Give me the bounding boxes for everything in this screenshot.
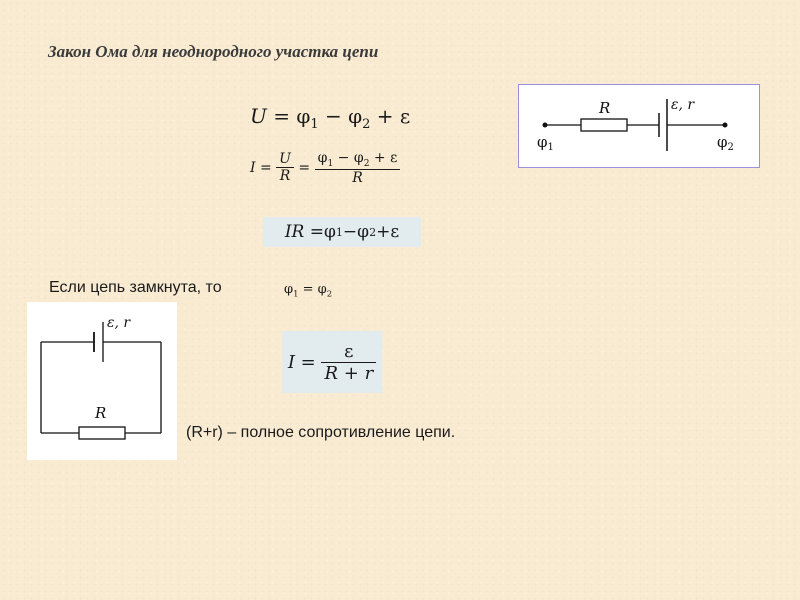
- phi2-label: $\varphi_2$: [717, 133, 734, 153]
- slide-title: Закон Ома для неоднородного участка цепи: [48, 42, 379, 61]
- open-circuit-diagram: [518, 84, 760, 168]
- equation-full-circuit-highlighted: I = $\frac{\varepsilon}{R + r}$: [282, 331, 382, 393]
- source-label: ε, r: [107, 315, 131, 331]
- closed-circuit-text: Если цепь замкнута, то: [49, 279, 222, 296]
- resistor: [581, 119, 627, 131]
- phi1-label: $\varphi_1$: [537, 133, 554, 153]
- resistor: [79, 427, 125, 439]
- open-circuit-svg: [519, 85, 759, 167]
- source-label: ε, r: [671, 97, 695, 113]
- equation-current: I = $\frac{U}{R}$ = $\frac{\varphi_1 - \varphi_2 + \varepsilon}{R}$: [250, 150, 400, 186]
- equation-voltage: $U = \varphi_1 - \varphi_2 + \varepsilon$: [250, 104, 411, 132]
- closed-circuit-svg: [27, 302, 177, 460]
- resistor-label: R: [95, 404, 107, 422]
- equation-phi-equal: $\varphi_1 = \varphi_2$: [284, 282, 333, 299]
- node-left: [543, 123, 548, 128]
- full-resistance-text: (R+r) – полное сопротивление цепи.: [186, 424, 456, 441]
- resistor-label: R: [599, 99, 611, 117]
- equation-ir-highlighted: IR = φ 1 − φ 2 + ε: [263, 217, 421, 247]
- node-right: [723, 123, 728, 128]
- closed-circuit-diagram: [27, 302, 177, 460]
